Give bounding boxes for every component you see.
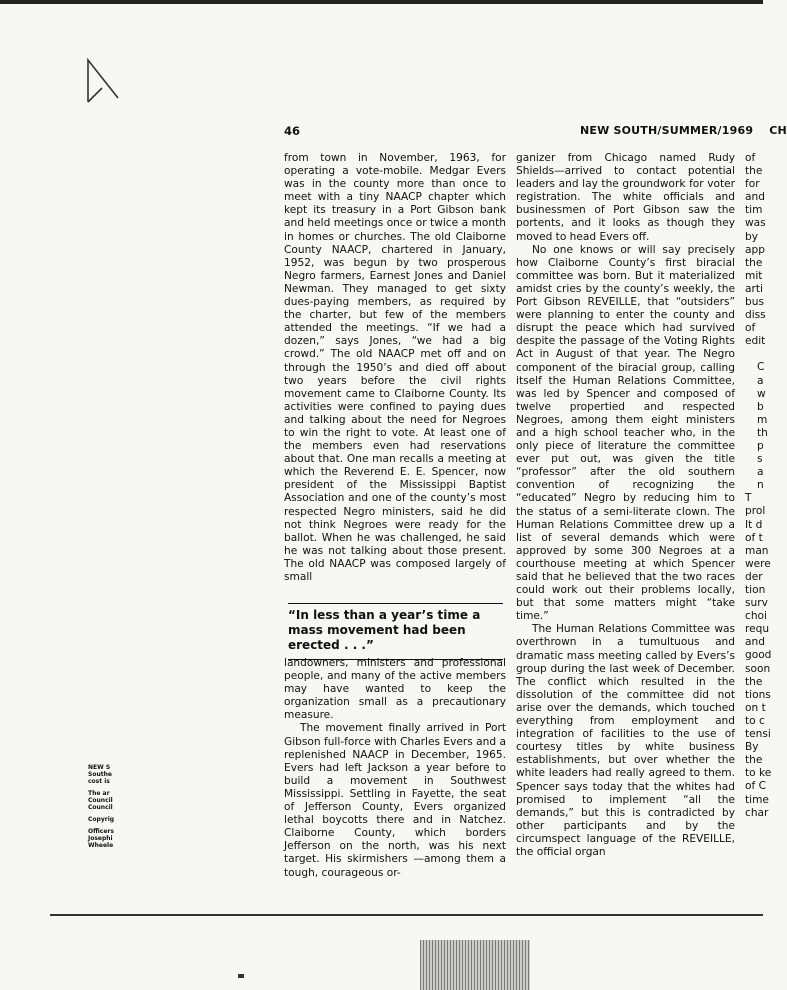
line-fragment: tensi [745, 728, 771, 741]
line-fragment: of C [745, 780, 766, 793]
line-fragment: tim [745, 204, 763, 217]
line-fragment [745, 348, 785, 361]
line-fragment: T [745, 492, 752, 505]
masthead-line: Wheele [88, 842, 114, 849]
line-fragment: choi [745, 610, 767, 623]
line-fragment: b [757, 400, 764, 413]
paragraph: The Human Relations Committee was overthrown in a tumultuous and dramatic mass meeting called by Evers’s group during the last week of December. The conflict which resulted in the dissolution of the committee did not arise over the demands, which touched everything from employment and integration of facilities to the use of courtesy titles by white business establishments, but over whether the white leaders had really agreed to them. Spencer says today that the whites had promised to implement “all the demands,” but this is contradicted by other participants and by the circumspect language of the REVEILLE, the official organ [516, 623, 735, 858]
masthead-line: Copyrig [88, 816, 115, 823]
line-fragment: tions [745, 688, 771, 701]
masthead-line: NEW S [88, 764, 111, 771]
masthead-line: The ar [88, 790, 110, 797]
line-fragment: a [757, 374, 764, 387]
line-fragment: surv [745, 597, 768, 610]
masthead-line: Josephi [88, 835, 113, 842]
masthead-line: Officers [88, 828, 114, 835]
line-fragment: and [745, 191, 765, 204]
line-fragment: soon [745, 662, 771, 675]
line-fragment: the [745, 675, 763, 688]
line-fragment: man [745, 544, 769, 557]
line-fragment: arti [745, 282, 763, 295]
line-fragment: th [757, 426, 768, 439]
masthead-line: Council [88, 797, 113, 804]
line-fragment: time [745, 793, 769, 806]
line-fragment: a [757, 466, 764, 479]
masthead-line: cost is [88, 778, 110, 785]
masthead-fragment [88, 764, 128, 849]
paragraph: The movement finally arrived in Port Gibson full-force with Charles Evers and a replenished NAACP in December, 1965. Evers had left Jackson a year before to build a movement in Southwest Mississippi. Settling in Fayette, the seat of Jefferson County, Evers organized lethal boycotts there and in Natchez. Claiborne County, which borders Jefferson on the north, was his next target. His skirmishers —among them a tough, courageous or- [284, 722, 506, 879]
line-fragment: to c [745, 714, 765, 727]
line-fragment: of [745, 152, 756, 164]
paragraph: ganizer from Chicago named Rudy Shields—arrived to contact potential leaders and lay the groundwork for voter registration. The white officials and businessmen of Port Gibson saw the portents, and it looks as though they moved to head Evers off. [516, 152, 735, 243]
line-fragment: requ [745, 623, 770, 636]
line-fragment: were [745, 557, 771, 570]
line-fragment: der [745, 570, 763, 583]
page-number: 46 [284, 124, 301, 138]
line-fragment: and [745, 636, 765, 649]
paragraph: landowners, ministers and professional people, and many of the active members may have wanted to keep the organization small as a precautionary measure. [284, 657, 506, 722]
line-fragment: It d [745, 518, 763, 531]
line-fragment: By [745, 741, 759, 754]
line-fragment: mit [745, 269, 763, 282]
line-fragment: to ke [745, 767, 772, 780]
line-fragment: prol [745, 505, 766, 518]
column-1-lower [284, 657, 506, 880]
line-fragment: diss [745, 309, 766, 322]
page-bottom-edge [50, 914, 763, 916]
line-fragment: of t [745, 531, 763, 544]
scan-artifact [420, 940, 530, 990]
next-page-header-fragment: CH [769, 124, 787, 137]
page-top-edge [0, 0, 763, 4]
line-fragment: n [757, 479, 764, 492]
masthead-line: Southe [88, 771, 112, 778]
column-1 [284, 152, 506, 584]
line-fragment: was [745, 217, 766, 230]
line-fragment: C [757, 361, 765, 374]
line-fragment: app [745, 243, 765, 256]
pen-mark [84, 58, 124, 106]
line-fragment: bus [745, 296, 764, 309]
line-fragment: w [757, 387, 766, 400]
paragraph: from town in November, 1963, for operating a vote-mobile. Medgar Evers was in the county more than once to meet with a tiny NAACP chapter which kept its treasury in a Port Gibson bank and held meetings once or twice a month in homes or churches. The old Claiborne County NAACP, chartered in January, 1952, was begun by two prosperous Negro farmers, Earnest Jones and Daniel Newman. They managed to get sixty dues-paying members, as required by the charter, but few of the members attended the meetings. “If we had a dozen,” says Jones, “we had a big crowd.” The old NAACP met off and on through the 1950’s and died off about two years before the civil rights movement came to Claiborne County. Its activities were confined to paying dues and talking about the need for Negroes to win the right to vote. At least one of the members even had reservations about that. One man recalls a meeting at which the Reverend E. E. Spencer, now president of the Mississippi Baptist Association and one of the county’s most respected Negro ministers, said he did not think Negroes were ready for the ballot. When he was challenged, he said he was not talking about those present. The old NAACP was composed largely of small [284, 152, 506, 583]
scan-speck [238, 974, 244, 978]
line-fragment: by [745, 230, 758, 243]
paragraph: No one knows or will say precisely how Claiborne County’s first biracial committee was born. But it materialized amidst cries by the county’s weekly, the Port Gibson REVEILLE, that “outsiders” were planning to enter the county and disrupt the peace which had survived despite the passage of the Voting Rights Act in August of that year. The Negro component of the biracial group, calling itself the Human Relations Committee, was led by Spencer and composed of twelve propertied and respected Negroes, among them eight ministers and a high school teacher who, in the only piece of literature the committee ever put out, was given the title “professor” after the old southern convention of recognizing the “educated” Negro by reducing him to the status of a semi-literate clown. The Human Relations Committee drew up a list of several demands which were approved by some 300 Negroes at a courthouse meeting at which Spencer said that he believed that the two races could work out their problems locally, but that some matters might “take time.” [516, 243, 735, 623]
line-fragment: p [757, 439, 764, 452]
line-fragment: the [745, 165, 763, 178]
column-3-fragment [745, 152, 785, 820]
running-head-title: NEW SOUTH/SUMMER/1969 [580, 124, 754, 137]
line-fragment: of [745, 322, 756, 335]
line-fragment: char [745, 806, 769, 819]
masthead-line: Council [88, 804, 113, 811]
line-fragment: m [757, 413, 768, 426]
line-fragment: the [745, 256, 763, 269]
line-fragment: edit [745, 335, 766, 348]
line-fragment: s [757, 453, 763, 466]
line-fragment: good [745, 649, 772, 662]
line-fragment: for [745, 178, 760, 191]
line-fragment: on t [745, 701, 766, 714]
line-fragment: tion [745, 584, 766, 596]
line-fragment: the [745, 754, 763, 767]
running-head [580, 124, 787, 137]
column-2 [516, 152, 735, 859]
pull-quote: “In less than a year’s time a mass movement had been erected . . .” [288, 603, 503, 660]
